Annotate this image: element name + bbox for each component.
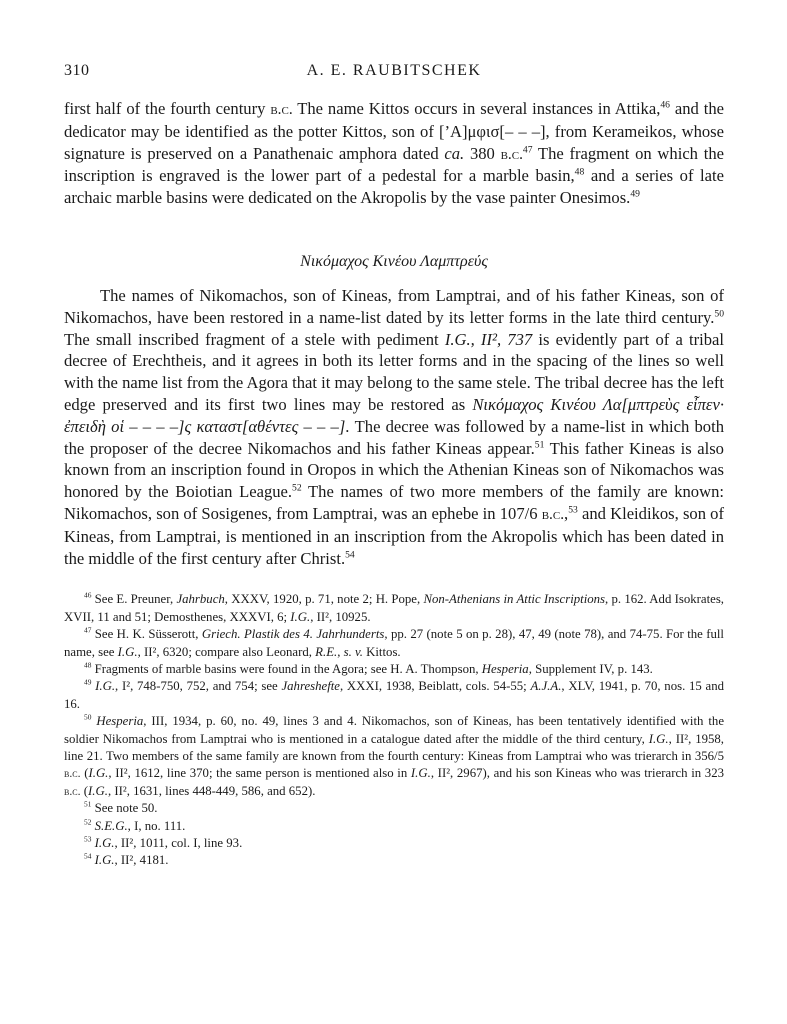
section-heading: Νικόμαχος Κινέου Λαμπτρεύς <box>300 252 488 270</box>
footnote-47: $^{47}$ See H. K. Süsserott, Griech. Plastik des 4. Jahrhunderts, pp. 27 (note 5 on p. 28), 47, 49 (note 78), and 74-75. For the full name, see I.G., II², 6320; compare also Leonard, R.E., s. v. Kittos. <box>64 625 724 659</box>
footnote-54: $^{54}$ I.G., II², 4181. <box>84 852 169 868</box>
footnote-53: $^{53}$ I.G., II², 1011, col. I, line 93. <box>84 834 243 851</box>
running-head-author: A. E. RAUBITSCHEK <box>306 62 482 79</box>
intro-paragraph: first half of the fourth century b.c. The name Kittos occurs in several instances in Attika,$^{46}$ and the dedicator may be identified as the potter Kittos, son of [’Α]μφισ[– – –], from Kerameikos, whose signature is preserved on a Panathenaic amphora dated ca. 380 b.c.$^{47}$ The fragment on which the inscription is engraved is the lower part of a pedestal for a marble basin,$^{48}$ and a series of late archaic marble basins were dedicated on the Akropolis by the vase painter Onesimos.$^{49}$ <box>64 99 725 208</box>
greek-restoration: Νικόμαχος Κινέου Λα[μπτρεὺς εἶπεν· ἐπειδὴ οἱ – – – –]ς καταστ[αθέντες – – –] <box>64 394 724 436</box>
footnote-46: $^{46}$ See E. Preuner, Jahrbuch, XXXV, 1920, p. 71, note 2; H. Pope, Non-Athenians in Attic Inscriptions, p. 162. Add Isokrates, XVII, 11 and 51; Demosthenes, XXXVI, 6; I.G., II², 10925. <box>64 591 725 624</box>
running-header <box>64 62 724 84</box>
footnote-ref: 46 <box>660 99 670 111</box>
footnote-52: $^{52}$ S.E.G., I, no. 111. <box>84 817 186 833</box>
footnote-51: $^{51}$ See note 50. <box>84 799 158 816</box>
footnote-ref: 53 <box>568 504 578 516</box>
footnote-ref: 50 <box>714 308 724 320</box>
page <box>64 62 724 870</box>
body-text <box>64 98 724 569</box>
footnote-ref: 49 <box>630 188 640 200</box>
footnote-50: $^{50}$ Hesperia, III, 1934, p. 60, no. 49, lines 3 and 4. Nikomachos, son of Kineas, has been tentatively identified with the soldier Nikomachos from Lamptrai who is mentioned in a catalogue dated after the middle of the third century, I.G., II², 1958, line 21. Two members of the same family are known from the fourth century: Kineas from Lamptrai who was trierarch in 356/5 b.c. (I.G., II², 1612, line 370; the same person is mentioned also in I.G., II², 2967), and his son Kineas who was trierarch in 323 b.c. (I.G., II², 1631, lines 448-449, 586, and 652). <box>64 712 725 798</box>
footnote-48: $^{48}$ Fragments of marble basins were found in the Agora; see H. A. Thompson, Hesperia, Supplement IV, p. 143. <box>84 660 653 676</box>
footnote-ref: 48 <box>574 166 585 178</box>
footnote-49: $^{49}$ I.G., I², 748-750, 752, and 754; see Jahreshefte, XXXI, 1938, Beiblatt, cols. 54-55; A.J.A., XLV, 1941, p. 70, nos. 15 and 16. <box>64 678 725 711</box>
footnote-ref: 54 <box>345 549 355 561</box>
footnotes <box>64 591 724 870</box>
footnote-ref: 47 <box>522 144 533 156</box>
main-paragraph: The names of Nikomachos, son of Kineas, from Lamptrai, and of his father Kineas, son of Nikomachos, have been restored in a name-list dated by its letter forms in the late third century.$^{50}$ The small inscribed fragment of a stele with pediment I.G., II², 737 is evidently part of a tribal decree of Erechtheis, and it agrees in both its letter forms and in the spacing of the lines so well with the name list from the Agora that it may belong to the same stele. The tribal decree has the left edge preserved and its first two lines may be restored as Νικόμαχος Κινέου Λα[μπτρεὺς εἶπεν· ἐπειδὴ οἱ – – – –]ς καταστ[αθέντες – – –]. The decree was followed by a name-list in which both the proposer of the decree Nikomachos and his father Kineas appear.$^{51}$ This father Kineas is also known from an inscription found in Oropos in which the Athenian Kineas son of Nikomachos was honored by the Boiotian League.$^{52}$ The names of two more members of the family are known: Nikomachos, son of Sosigenes, from Lamptrai, was an ephebe in 107/6 b.c.,$^{53}$ and Kleidikos, son of Kineas, from Lamptrai, is mentioned in an inscription from the Akropolis which has been dated in the middle of the first century after Christ.$^{54}$ <box>64 285 725 568</box>
footnote-ref: 51 <box>534 439 545 451</box>
footnote-ref: 52 <box>292 482 302 494</box>
page-number: 310 <box>64 62 90 79</box>
